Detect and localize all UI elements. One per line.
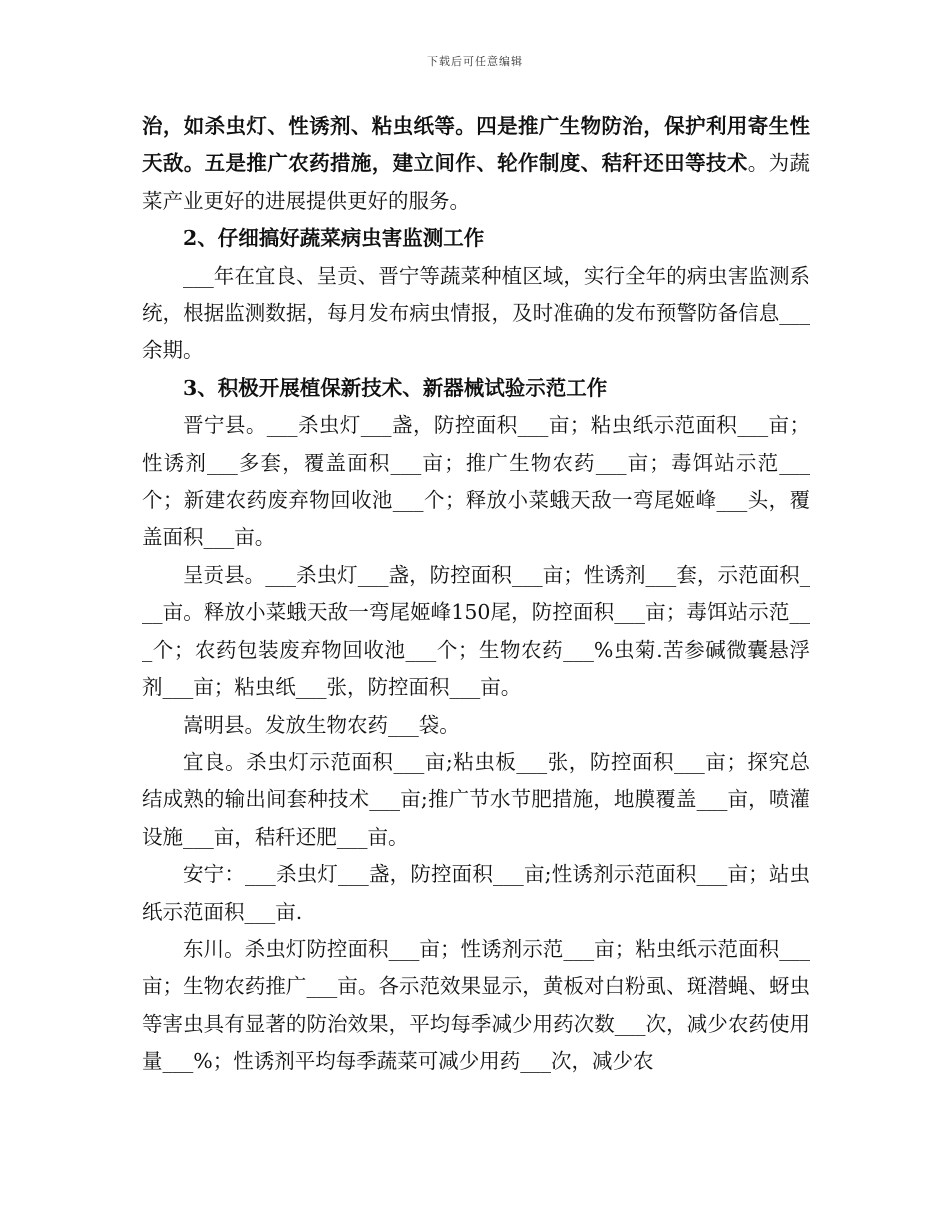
section-heading-3: 3、积极开展植保新技术、新器械试验示范工作 [183, 375, 608, 400]
paragraph-songming: 嵩明县。发放生物农药___袋。 [183, 712, 460, 737]
paragraph-chenggong: 呈贡县。___杀虫灯___盏，防控面积___亩；性诱剂___套，示范面积___亩。释放小菜蛾天敌一弯尾姬峰150尾，防控面积___亩；毒饵站示范___个；农药包装废弃物回收池___个；生物农药___%虫菊.苦参碱微囊悬浮剂___亩；粘虫纸___张，防控面积___亩。 [142, 562, 810, 700]
paragraph-dongchuan: 东川。杀虫灯防控面积___亩；性诱剂示范___亩；粘虫纸示范面积___亩；生物农药推广___亩。各示范效果显示，黄板对白粉虱、斑潜蝇、蚜虫等害虫具有显著的防治效果，平均每季减少用药次数___次，减少农药使用量___%；性诱剂平均每季蔬菜可减少用药___次，减少农 [142, 936, 810, 1074]
paragraph-1-bold-text: 治，如杀虫灯、性诱剂、粘虫纸等。四是推广生物防治，保护利用寄生性天敌。五是推广农药措施，建立间作、轮作制度、秸秆还田等技术 [142, 114, 810, 176]
paragraph-yiliang: 宜良。杀虫灯示范面积___亩;粘虫板___张，防控面积___亩；探究总结成熟的输出间套种技术___亩;推广节水节肥措施，地膜覆盖___亩，喷灌设施___亩，秸秆还肥___亩。 [142, 749, 810, 849]
paragraph-1-text: 。为蔬菜产业更好的进展提供更好的服务。 [142, 151, 811, 213]
section-heading-2: 2、仔细搞好蔬菜病虫害监测工作 [183, 226, 485, 251]
paragraph-2: ___年在宜良、呈贡、晋宁等蔬菜种植区域，实行全年的病虫害监测系统，根据监测数据，每月发布病虫情报，及时准确的发布预警防备信息___余期。 [142, 263, 810, 363]
paragraph-jinning: 晋宁县。___杀虫灯___盏，防控面积___亩；粘虫纸示范面积___亩；性诱剂___多套，覆盖面积___亩；推广生物农药___亩；毒饵站示范___个；新建农药废弃物回收池___个；释放小菜蛾天敌一弯尾姬峰___头，覆盖面积___亩。 [142, 413, 810, 550]
document-body [142, 108, 810, 1081]
paragraph-1 [142, 108, 810, 220]
paragraph-anning: 安宁：___杀虫灯___盏，防控面积___亩;性诱剂示范面积___亩；站虫纸示范面积___亩. [142, 862, 810, 924]
page-header: 下载后可任意编辑 [427, 55, 523, 68]
